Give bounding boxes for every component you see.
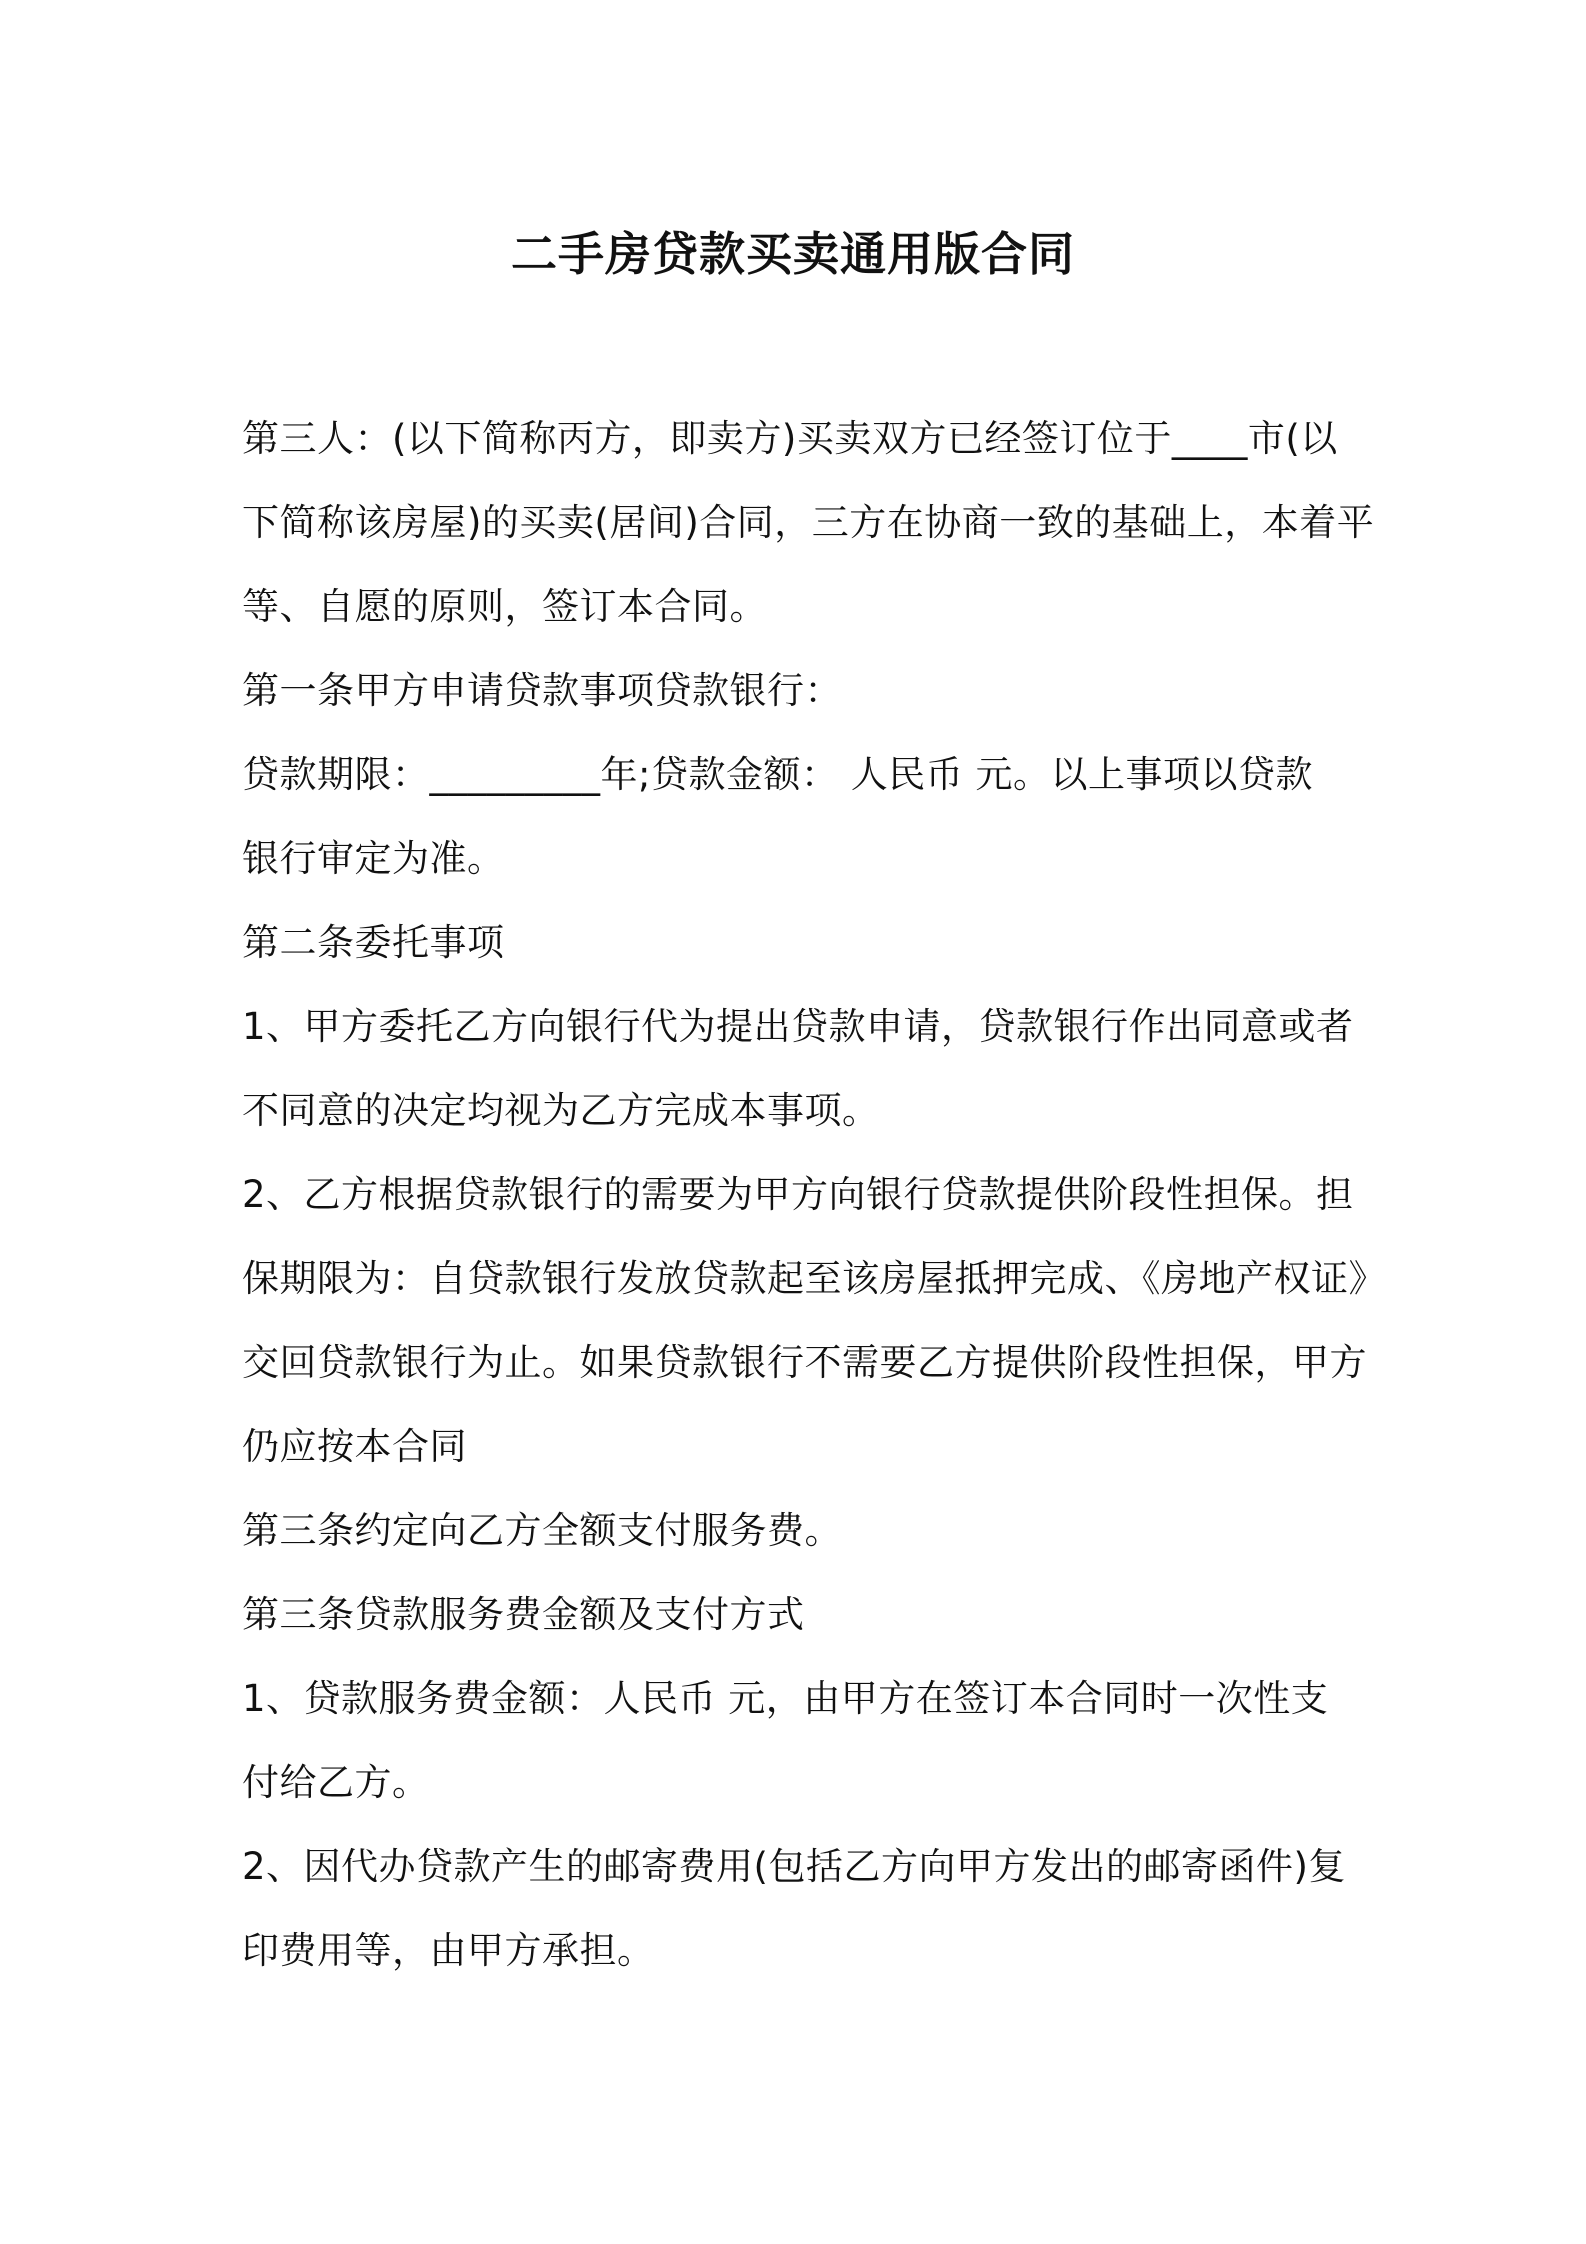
body-line: 第三人：(以下简称丙方，即卖方)买卖双方已经签订位于____市(以 [242, 417, 1338, 460]
body-line: 第三条约定向乙方全额支付服务费。 [242, 1509, 842, 1552]
body-line: 1、贷款服务费金额：人民币 元，由甲方在签订本合同时一次性支 [242, 1677, 1329, 1720]
document-body [242, 408, 1386, 2004]
body-line: 2、乙方根据贷款银行的需要为甲方向银行贷款提供阶段性担保。担 [242, 1173, 1354, 1216]
body-line: 付给乙方。 [242, 1761, 430, 1804]
body-line: 1、甲方委托乙方向银行代为提出贷款申请，贷款银行作出同意或者 [242, 1005, 1354, 1048]
body-line: 交回贷款银行为止。如果贷款银行不需要乙方提供阶段性担保，甲方 [242, 1341, 1367, 1384]
document-title: 二手房贷款买卖通用版合同 [511, 227, 1075, 281]
body-line: 不同意的决定均视为乙方完成本事项。 [242, 1089, 880, 1132]
body-line: 保期限为：自贷款银行发放贷款起至该房屋抵押完成、《房地产权证》 [242, 1257, 1386, 1300]
body-line: 银行审定为准。 [242, 837, 505, 880]
body-line: 第二条委托事项 [242, 921, 505, 964]
body-line: 贷款期限：_________年;贷款金额： 人民币 元。以上事项以贷款 [242, 753, 1313, 796]
body-line: 印费用等，由甲方承担。 [242, 1929, 655, 1972]
body-line: 第三条贷款服务费金额及支付方式 [242, 1593, 805, 1636]
body-line: 下简称该房屋)的买卖(居间)合同，三方在协商一致的基础上，本着平 [242, 501, 1375, 544]
body-line: 第一条甲方申请贷款事项贷款银行： [242, 669, 842, 712]
body-line: 等、自愿的原则，签订本合同。 [242, 585, 767, 628]
body-line: 2、因代办贷款产生的邮寄费用(包括乙方向甲方发出的邮寄函件)复 [242, 1845, 1346, 1888]
body-line: 仍应按本合同 [242, 1425, 467, 1468]
